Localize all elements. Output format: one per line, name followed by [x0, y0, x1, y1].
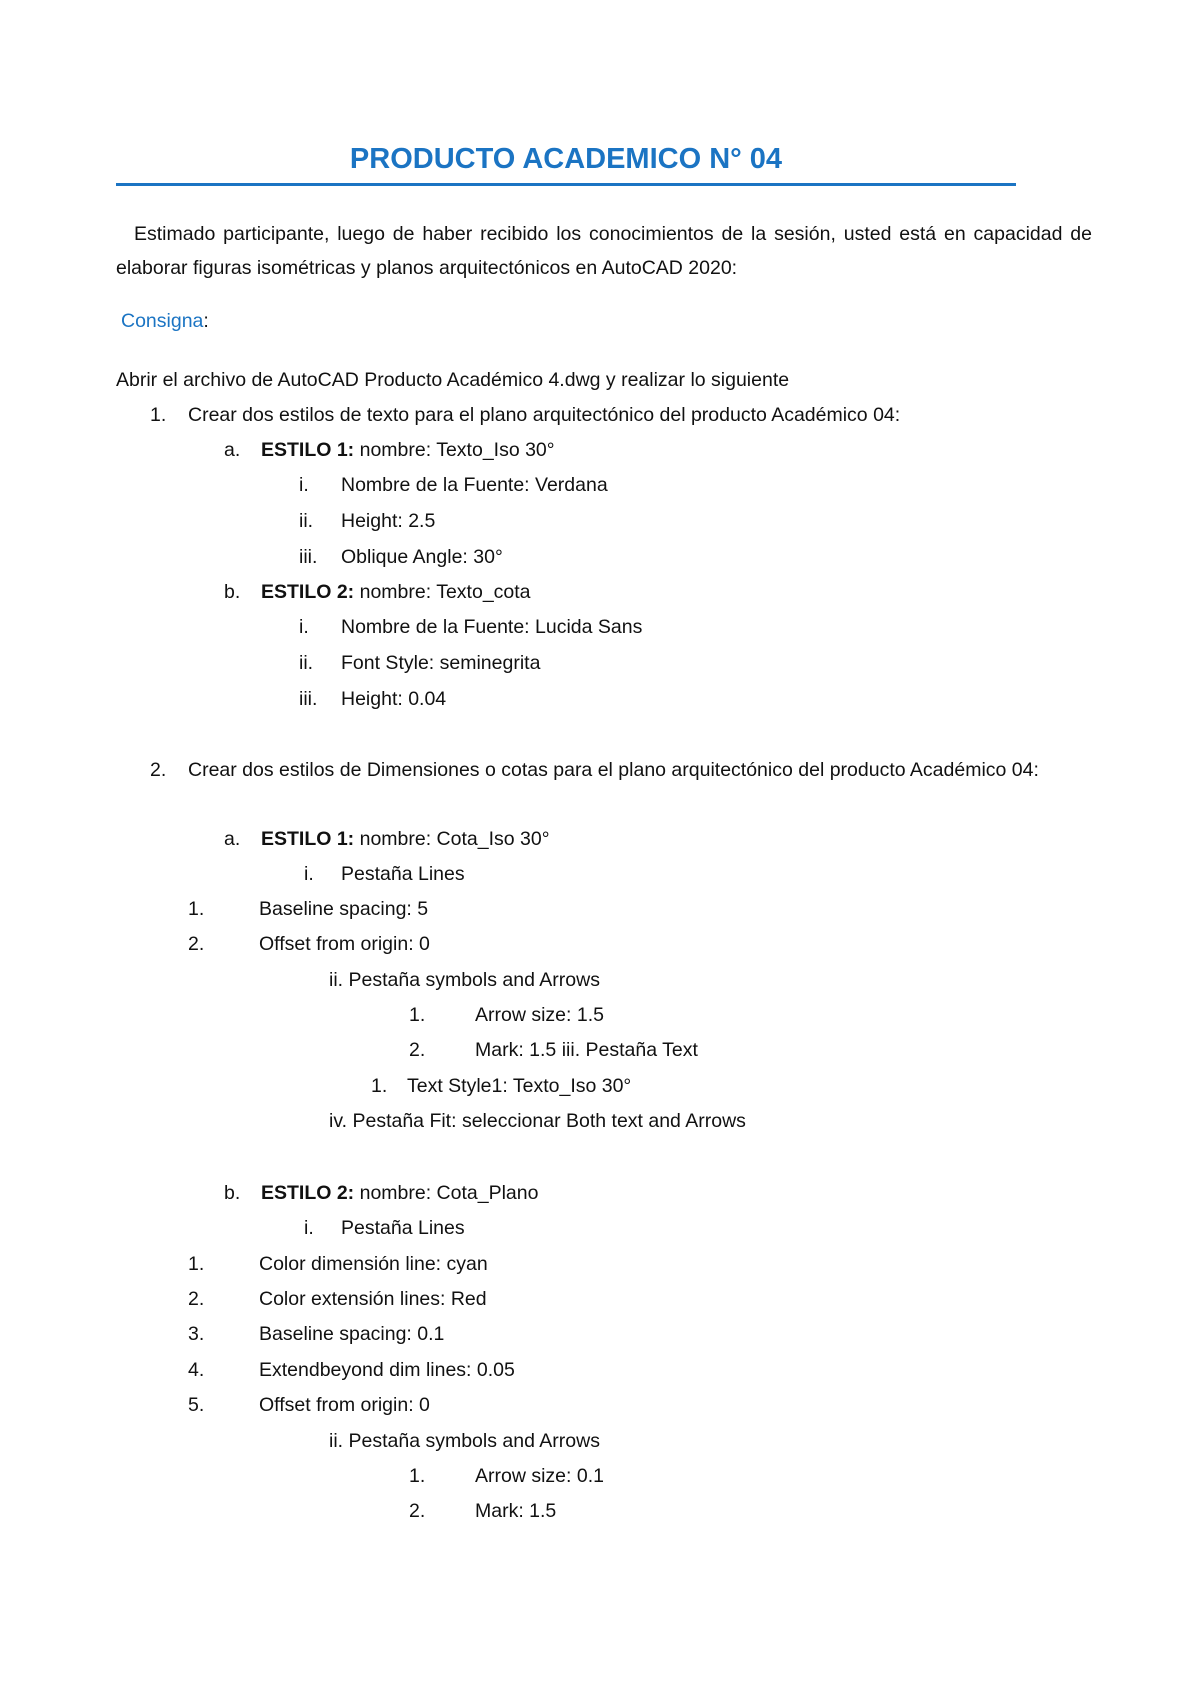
item-2a-text	[261, 826, 550, 852]
item-1a-ii-text: Height: 2.5	[341, 510, 436, 532]
item-2b-value: nombre: Cota_Plano	[354, 1182, 539, 1204]
item-1a-ii-marker: ii.	[299, 510, 314, 532]
item-2a-arrows-2-number: 2.	[409, 1039, 426, 1061]
item-2a-i-marker: i.	[304, 863, 314, 885]
intro-paragraph: Estimado participante, luego de haber recibido los conocimientos de la sesión, usted está en capacidad de elaborar figuras isométricas y planos arquitectónicos en AutoCAD 2020:	[116, 223, 1092, 279]
item-1b-i-text: Nombre de la Fuente: Lucida Sans	[341, 616, 643, 638]
item-2b-lines-3-text: Baseline spacing: 0.1	[259, 1323, 445, 1345]
item-2b-tab-ii: ii. Pestaña symbols and Arrows	[329, 1430, 600, 1452]
item-1a-text	[261, 437, 555, 463]
item-1a-i-marker: i.	[299, 474, 309, 496]
item-1a-iii-marker: iii.	[299, 546, 318, 568]
item-2b-arrows-2-number: 2.	[409, 1500, 426, 1522]
item-1b-value: nombre: Texto_cota	[354, 581, 531, 603]
item-2a-marker: a.	[224, 828, 241, 850]
item-2a-lines-2-text: Offset from origin: 0	[259, 933, 430, 955]
item-2b-lines-1-text: Color dimensión line: cyan	[259, 1253, 488, 1275]
item-2b-marker: b.	[224, 1182, 241, 1204]
item-1b-i-marker: i.	[299, 616, 309, 638]
item-1a-value: nombre: Texto_Iso 30°	[354, 439, 555, 461]
item-2a-tab-iv: iv. Pestaña Fit: seleccionar Both text and Arrows	[329, 1110, 746, 1132]
item-2a-lines-2-number: 2.	[188, 933, 205, 955]
item-2b-lines-2-number: 2.	[188, 1288, 205, 1310]
item-2a-lines-1-text: Baseline spacing: 5	[259, 898, 429, 920]
item-2b-text	[261, 1180, 538, 1206]
item-1b-iii-marker: iii.	[299, 688, 318, 710]
consigna-colon: :	[203, 310, 209, 332]
item-2b-i-marker: i.	[304, 1217, 314, 1239]
item-1b-bold: ESTILO 2:	[261, 581, 355, 603]
item-2a-value: nombre: Cota_Iso 30°	[354, 828, 550, 850]
item-2b-arrows-2-text: Mark: 1.5	[475, 1500, 557, 1522]
item-2a-text-style-text: Text Style1: Texto_Iso 30°	[407, 1075, 632, 1097]
item-2a-arrows-2-text: Mark: 1.5 iii. Pestaña Text	[475, 1039, 698, 1061]
item-2a-text-style-number: 1.	[371, 1075, 388, 1097]
title-underline	[116, 183, 1016, 186]
item-1b-marker: b.	[224, 581, 241, 603]
item-2a-bold: ESTILO 1:	[261, 828, 355, 850]
item-1b-ii-marker: ii.	[299, 652, 314, 674]
item-2b-lines-5-number: 5.	[188, 1394, 205, 1416]
item-2b-lines-4-text: Extendbeyond dim lines: 0.05	[259, 1359, 515, 1381]
item-1b-text	[261, 579, 531, 605]
item-2a-i-text: Pestaña Lines	[341, 863, 465, 885]
item-2a-lines-1-number: 1.	[188, 898, 205, 920]
item-1a-marker: a.	[224, 439, 241, 461]
item-1b-iii-text: Height: 0.04	[341, 688, 447, 710]
item-2b-i-text: Pestaña Lines	[341, 1217, 465, 1239]
item-2-text: Crear dos estilos de Dimensiones o cotas para el plano arquitectónico del producto Académico 04:	[188, 759, 1039, 781]
item-1a-i-text: Nombre de la Fuente: Verdana	[341, 474, 608, 496]
item-2b-bold: ESTILO 2:	[261, 1182, 355, 1204]
item-1a-bold: ESTILO 1:	[261, 439, 355, 461]
item-2b-lines-1-number: 1.	[188, 1253, 205, 1275]
item-2b-lines-5-text: Offset from origin: 0	[259, 1394, 430, 1416]
item-2b-arrows-1-text: Arrow size: 0.1	[475, 1465, 604, 1487]
item-1b-ii-text: Font Style: seminegrita	[341, 652, 541, 674]
item-2b-lines-2-text: Color extensión lines: Red	[259, 1288, 487, 1310]
open-file-instruction: Abrir el archivo de AutoCAD Producto Académico 4.dwg y realizar lo siguiente	[116, 369, 790, 391]
item-2-number: 2.	[150, 759, 167, 781]
item-2b-arrows-1-number: 1.	[409, 1465, 426, 1487]
item-2a-arrows-1-text: Arrow size: 1.5	[475, 1004, 604, 1026]
item-1-text: Crear dos estilos de texto para el plano arquitectónico del producto Académico 04:	[188, 404, 901, 426]
item-2a-tab-ii: ii. Pestaña symbols and Arrows	[329, 969, 600, 991]
page-title: PRODUCTO ACADEMICO N° 04	[349, 143, 783, 175]
item-1a-iii-text: Oblique Angle: 30°	[341, 546, 503, 568]
consigna-heading	[121, 308, 209, 334]
item-2b-lines-4-number: 4.	[188, 1359, 205, 1381]
item-2b-lines-3-number: 3.	[188, 1323, 205, 1345]
item-1-number: 1.	[150, 404, 167, 426]
item-2a-arrows-1-number: 1.	[409, 1004, 426, 1026]
consigna-label: Consigna	[121, 310, 204, 332]
